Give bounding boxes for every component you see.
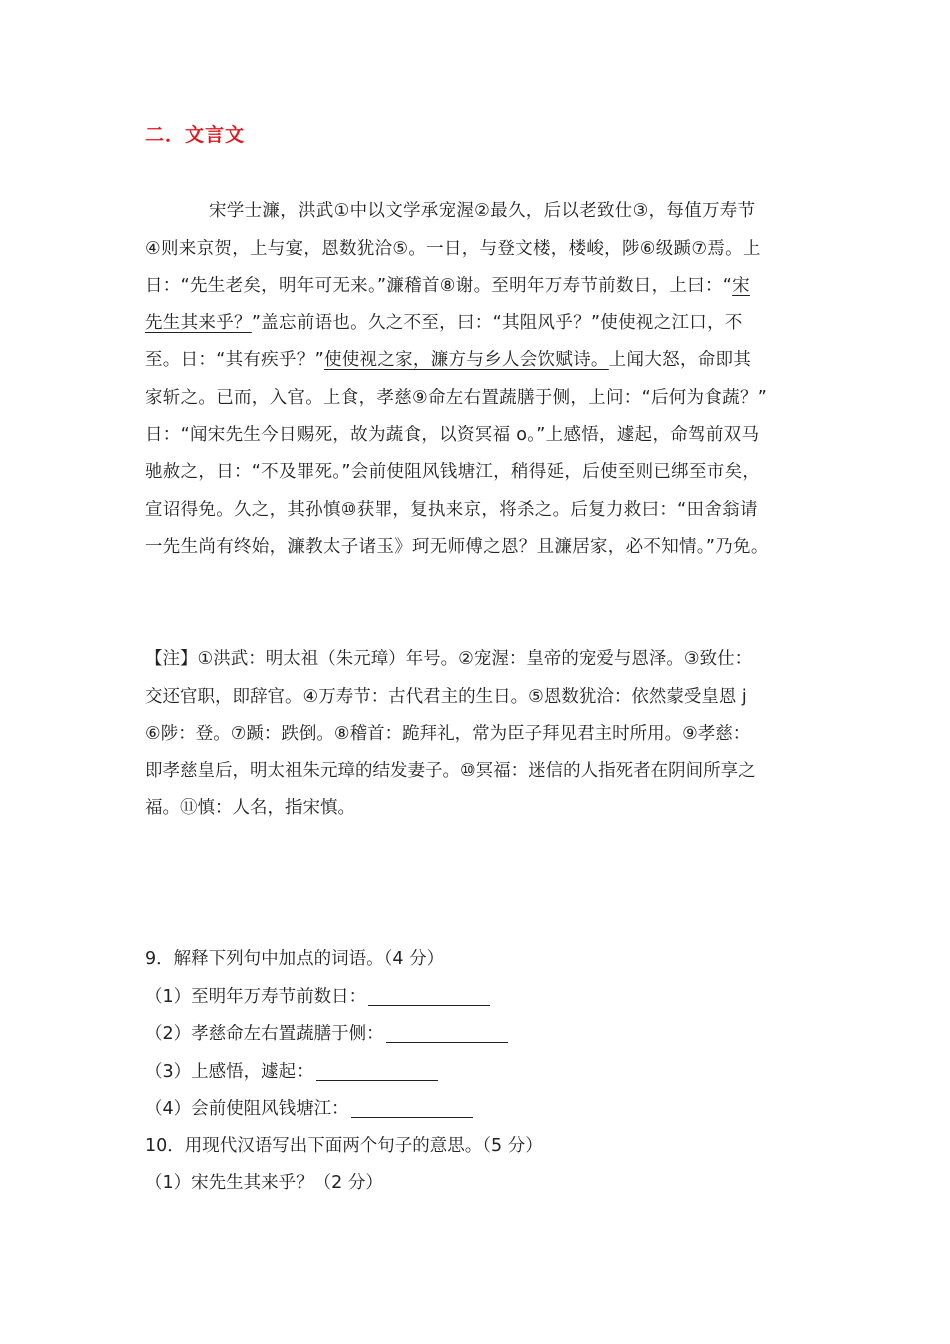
question-9-item-1	[145, 983, 490, 1008]
note-line: ⑥陟：登。⑦踬：跌倒。⑧稽首：跪拜礼，常为臣子拜见君主时所用。⑨孝慈：	[145, 724, 751, 744]
note-line: 【注】①洪武：明太祖（朱元璋）年号。②宠渥：皇帝的宠爱与恩泽。③致仕：	[145, 649, 753, 669]
question-9-item-4	[145, 1095, 473, 1120]
note-line: 即孝慈皇后，明太祖朱元璋的结发妻子。⑩冥福：迷信的人指死者在阴间所享之	[145, 761, 756, 781]
passage-line: ④则来京贺，上与宴，恩数犹洽⑤。一日，与登文楼，楼峻，陟⑥级踬⑦焉。上	[145, 239, 761, 259]
underlined-sentence: 使使视之家，濂方与乡人会饮赋诗。	[323, 350, 609, 370]
passage-text: 至。日：“其有疾乎？”	[145, 350, 324, 370]
question-10-item-1: （1）宋先生其来乎？（2 分）	[145, 1173, 383, 1193]
answer-blank[interactable]	[351, 1116, 473, 1118]
note-line: 交还官职，即辞官。④万寿节：古代君主的生日。⑤恩数犹洽：依然蒙受皇恩 j	[145, 687, 747, 707]
question-10: 10．用现代汉语写出下面两个句子的意思。（5 分）	[145, 1136, 543, 1156]
question-9: 9．解释下列句中加点的词语。（4 分）	[145, 949, 445, 969]
question-prompt: （2）孝慈命左右置蔬膳于侧：	[145, 1024, 384, 1044]
answer-blank[interactable]	[386, 1041, 508, 1043]
question-9-item-3	[145, 1058, 438, 1083]
passage-line	[145, 309, 743, 334]
underlined-sentence: 先生其来乎？	[145, 313, 252, 333]
passage-line: 一先生尚有终始，濂教太子诸玉》珂无师傅之恩？且濂居家，必不知情。”乃免。	[145, 537, 769, 557]
note-line: 福。⑪慎：人名，指宋慎。	[145, 798, 355, 818]
section-title: 二．文言文	[145, 124, 246, 146]
answer-blank[interactable]	[316, 1079, 438, 1081]
passage-line: 宋学士濂，洪武①中以文学承宠渥②最久，后以老致仕③，每值万寿节	[209, 201, 756, 221]
underlined-sentence: 宋	[732, 276, 750, 296]
question-prompt: （1）至明年万寿节前数日：	[145, 987, 367, 1007]
passage-text: 日：“先生老矣，明年可无来。”濂稽首⑧谢。至明年万寿节前数日，上曰：“	[145, 276, 733, 296]
passage-line: 日：“闻宋先生今日赐死，故为蔬食，以资冥福 o。”上感悟，遽起，命驾前双马	[145, 425, 760, 445]
question-prompt: （4）会前使阻风钱塘江：	[145, 1099, 349, 1119]
passage-line	[145, 272, 750, 297]
passage-line: 家斩之。已而，入官。上食，孝慈⑨命左右置蔬膳于侧，上问：“后何为食蔬？”	[145, 388, 768, 408]
answer-blank[interactable]	[368, 1004, 490, 1006]
passage-line	[145, 346, 751, 371]
question-9-item-2	[145, 1020, 508, 1045]
question-prompt: （3）上感悟，遽起：	[145, 1062, 314, 1082]
passage-text: 上闻大怒，命即其	[608, 350, 752, 370]
passage-line: 宣诏得免。久之，其孙慎⑩获罪，复执来京，将杀之。后复力救曰：“田舍翁请	[145, 500, 758, 520]
passage-text: ”盖忘前语也。久之不至，曰：“其阻风乎？”使使视之江口，不	[251, 313, 743, 333]
passage-line: 驰赦之，日：“不及罪死。”会前使阻风钱塘江，稍得延，后使至则已绑至市矣，	[145, 462, 761, 482]
